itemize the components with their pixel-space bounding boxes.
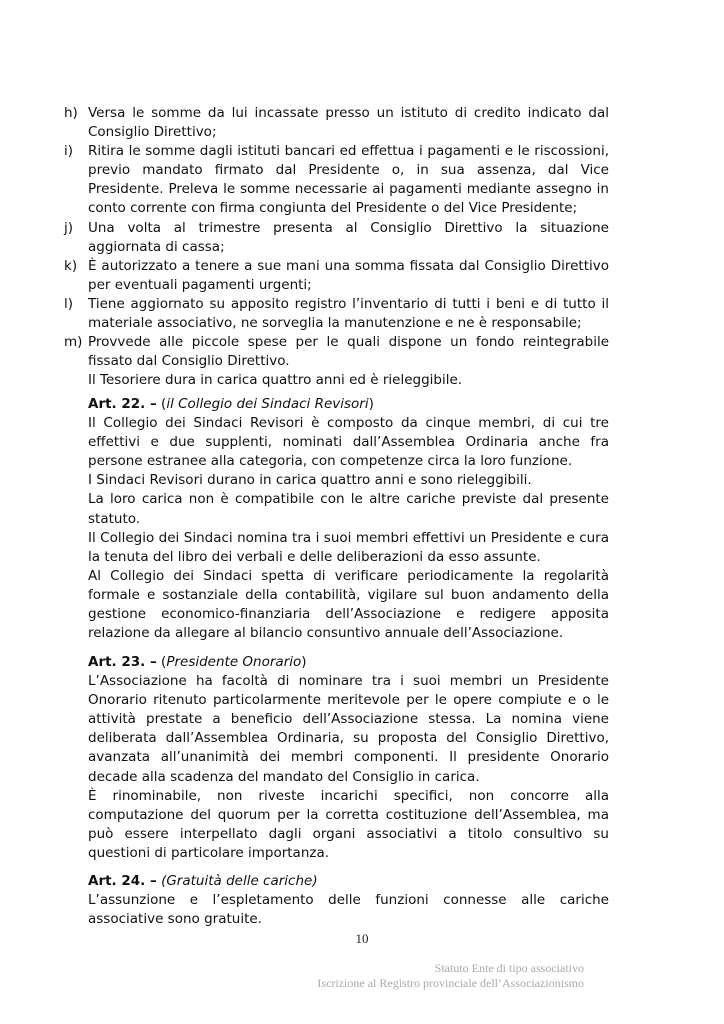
list-marker: j) [64, 219, 74, 236]
article-paragraph: La loro carica non è compatibile con le altre cariche previste dal presente statuto. [88, 491, 609, 527]
list-item-text: Tiene aggiornato su apposito registro l’inventario di tutti i beni e di tutto il materiale associativo, ne sorveglia la manutenzione e ne è responsabile; [88, 295, 609, 332]
article-24 [88, 872, 609, 929]
article-title: Presidente Onorario [166, 654, 302, 670]
list-item-text: Una volta al trimestre presenta al Consiglio Direttivo la situazione aggiornata di cassa; [88, 219, 609, 255]
article-23 [88, 653, 609, 863]
article-number: Art. 22. – [88, 396, 157, 412]
list-item [64, 295, 609, 333]
article-paragraph: L’Associazione ha facoltà di nominare tra i suoi membri un Presidente Onorario ritenuto particolarmente meritevole per le opere compiute e o le attività prestate a beneficio dell’Associazione stessa. La nomina viene deliberata dall’Assemblea Ordinaria, su proposta del Consiglio Direttivo, avanzata all’unanimità dei membri componenti. Il presidente Onorario decade alla scadenza del mandato del Consiglio in carica. [88, 673, 609, 785]
tesoriere-duties-list [64, 104, 609, 390]
list-item [64, 142, 609, 218]
list-marker: i) [64, 143, 74, 160]
page-number: 10 [355, 931, 369, 946]
article-heading: Art. 24. – (Gratuità delle cariche) [88, 873, 318, 889]
article-22 [88, 395, 609, 643]
article-title: il Collegio dei Sindaci Revisori [166, 396, 369, 412]
list-item-text: Ritira le somme dagli istituti bancari ed effettua i pagamenti e le riscossioni, previo mandato firmato dal Presidente o, in sua assenza, dal Vice Presidente. Preleva le somme necessarie ai pagamenti mediante assegno in conto corrente con firma congiunta del Presidente o del Vice Presidente; [88, 143, 609, 217]
list-item [64, 333, 609, 371]
article-paragraph: I Sindaci Revisori durano in carica quattro anni e sono rieleggibili. [88, 472, 532, 489]
article-paragraph: Il Collegio dei Sindaci nomina tra i suoi membri effettivi un Presidente e cura la tenuta del libro dei verbali e delle deliberazioni da esso assunte. [88, 529, 609, 565]
list-marker: m) [64, 334, 83, 351]
list-item-text: È autorizzato a tenere a sue mani una somma fissata dal Consiglio Direttivo per eventuali pagamenti urgenti; [88, 257, 609, 293]
article-number: Art. 24. – [88, 873, 157, 889]
article-paragraph: Il Collegio dei Sindaci Revisori è composto da cinque membri, di cui tre effettivi e due supplenti, nominati dall’Assemblea Ordinaria anche fra persone estranee alla categoria, con competenze circa la loro funzione. [88, 415, 609, 470]
tesoriere-note: Il Tesoriere dura in carica quattro anni ed è rieleggibile. [88, 372, 463, 389]
page-footer [317, 961, 584, 991]
list-item-text: Versa le somme da lui incassate presso un istituto di credito indicato dal Consiglio Direttivo; [88, 105, 609, 141]
list-marker: k) [64, 257, 78, 274]
article-heading: Art. 22. – (il Collegio dei Sindaci Revisori) [88, 396, 374, 412]
article-number: Art. 23. – [88, 654, 157, 670]
article-heading: Art. 23. – (Presidente Onorario) [88, 654, 307, 670]
list-marker: l) [64, 295, 74, 312]
list-item [64, 104, 609, 142]
list-item-text: Provvede alle piccole spese per le quali dispone un fondo reintegrabile fissato dal Consiglio Direttivo. [88, 334, 609, 370]
list-marker: h) [64, 105, 78, 121]
article-paragraph: Al Collegio dei Sindaci spetta di verificare periodicamente la regolarità formale e sostanziale della contabilità, vigilare sul buon andamento della gestione economico-finanziaria dell’Associazione e redigere apposita relazione da allegare al bilancio consuntivo annuale dell’Associazione. [88, 567, 609, 642]
list-item [64, 219, 609, 257]
article-paragraph: È rinominabile, non riveste incarichi specifici, non concorre alla computazione del quorum per la corretta costituzione dell’Assemblea, ma può essere interpellato dagli organi associativi a titolo consultivo su questioni di particolare importanza. [88, 787, 609, 861]
footer-line: Iscrizione al Registro provinciale dell’Associazionismo [317, 976, 584, 990]
list-item [64, 257, 609, 295]
article-title: Gratuità delle cariche [166, 873, 313, 889]
article-paragraph: L’assunzione e l’espletamento delle funzioni connesse alle cariche associative sono gratuite. [88, 892, 609, 928]
footer-line: Statuto Ente di tipo associativo [434, 961, 584, 975]
